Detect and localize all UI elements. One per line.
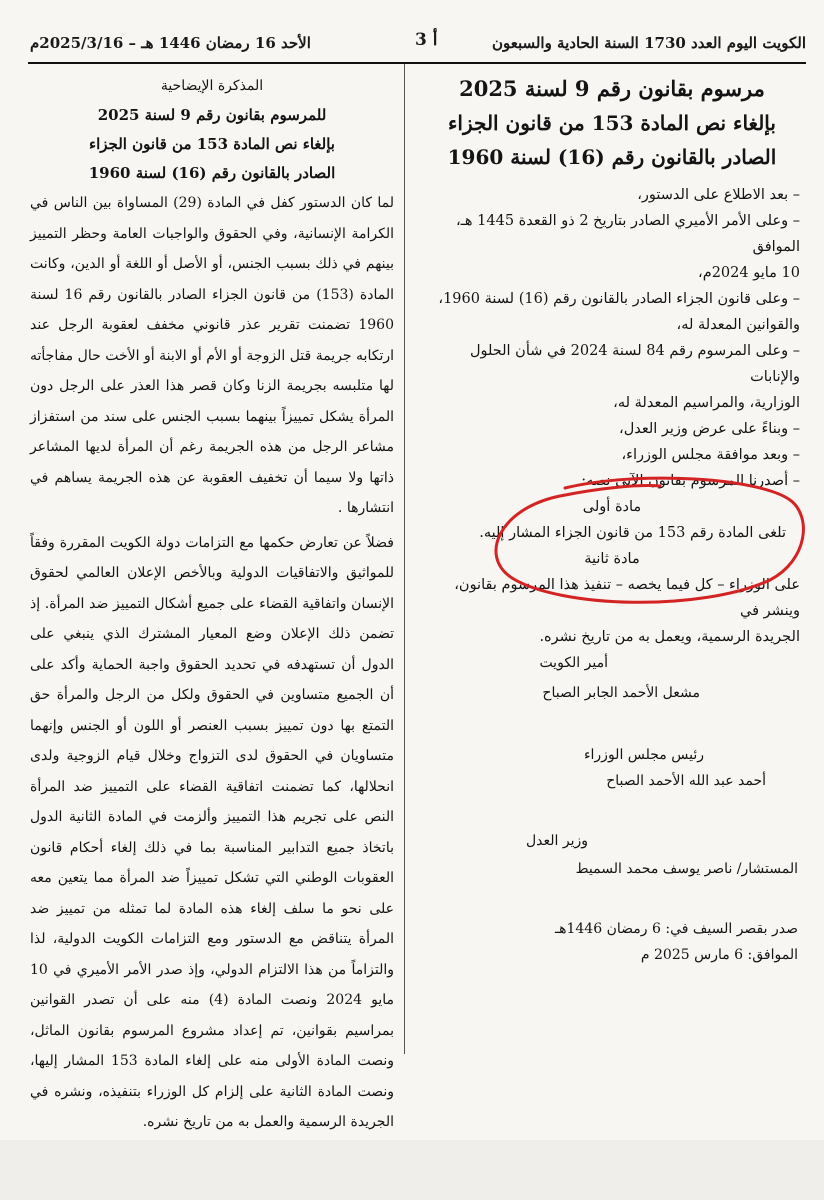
justice-name: المستشار/ ناصر يوسف محمد السميط bbox=[575, 861, 798, 877]
header-page-number: أ 3 bbox=[415, 30, 438, 50]
column-divider bbox=[404, 64, 405, 1054]
article-2-text: الجريدة الرسمية، ويعمل به من تاريخ نشره. bbox=[539, 629, 800, 645]
memo-title: بإلغاء نص المادة 153 من قانون الجزاء bbox=[89, 135, 335, 153]
header-rule bbox=[28, 62, 806, 64]
justice-title: وزير العدل bbox=[525, 833, 588, 849]
memo-title: الصادر بالقانون رقم (16) لسنة 1960 bbox=[88, 164, 336, 182]
article-1-title: مادة أولى bbox=[582, 499, 642, 515]
issued-place: صدر بقصر السيف في: 6 رمضان 1446هـ bbox=[555, 921, 798, 937]
preamble-line: والقوانين المعدلة له، bbox=[676, 317, 800, 333]
memo-paragraph: لما كان الدستور كفل في المادة (29) المساواة بين الناس في الكرامة الإنسانية، وفي الحقوق والواجبات العامة وحظر التمييز بينهم في ذلك بسبب الجنس، أو الأصل أو اللغة أو الدين، وكانت المادة (153) من قانون الجزاء الصادر بالقانون رقم 16 لسنة 1960 تضمنت تقرير عذر قانوني مخفف لعقوبة الرجل عند ارتكابه جريمة قتل الزوجة أو الأم أو الابنة أو الأخت حال مفاجأته لها متلبسه بجريمة الزنا وكان قصر هذا العذر على الرجل دون المرأة يشكل تمييزاً بينهما بسبب الجنس على سند من استفزاز مشاعر الرجل من هذه الجريمة رغم أن المرأة لديها المشاعر ذاتها ولا سيما أن تخفيف العقوبة عن هذه الجريمة يساهم في انتشارها . bbox=[30, 195, 395, 516]
preamble-line: – بعد الاطلاع على الدستور، bbox=[637, 187, 800, 203]
issued-date: الموافق: 6 مارس 2025 م bbox=[640, 947, 798, 963]
emir-title: أمير الكويت bbox=[539, 655, 608, 671]
preamble-line: – وبناءً على عرض وزير العدل، bbox=[619, 421, 800, 437]
header-date: الأحد 16 رمضان 1446 هـ – 2025/3/16م bbox=[30, 34, 311, 52]
header-issue: الكويت اليوم العدد 1730 السنة الحادية والسبعون bbox=[491, 34, 806, 52]
memo-heading: المذكرة الإيضاحية bbox=[160, 78, 264, 94]
preamble-line: – أصدرنا المرسوم بقانون الآتي نصه: bbox=[581, 473, 800, 489]
article-2-title: مادة ثانية bbox=[584, 551, 640, 567]
preamble-line: – وعلى المرسوم رقم 84 لسنة 2024 في شأن الحلول والإنابات bbox=[469, 343, 800, 385]
pm-name: أحمد عبد الله الأحمد الصباح bbox=[606, 773, 766, 789]
preamble-line: 10 مايو 2024م، bbox=[698, 265, 800, 281]
preamble-line: – وبعد موافقة مجلس الوزراء، bbox=[621, 447, 800, 463]
decree-column bbox=[424, 72, 800, 650]
preamble-line: الوزارية، والمراسيم المعدلة له، bbox=[613, 395, 800, 411]
preamble-line: – وعلى الأمر الأميري الصادر بتاريخ 2 ذو القعدة 1445 هـ، الموافق bbox=[455, 213, 800, 255]
decree-title: مرسوم بقانون رقم 9 لسنة 2025 bbox=[459, 76, 765, 101]
preamble-line: – وعلى قانون الجزاء الصادر بالقانون رقم (16) لسنة 1960، bbox=[438, 291, 800, 307]
page-header bbox=[30, 30, 806, 58]
pm-title: رئيس مجلس الوزراء bbox=[583, 747, 704, 763]
explanatory-memo-column bbox=[30, 72, 394, 1138]
decree-subtitle: الصادر بالقانون رقم (16) لسنة 1960 bbox=[447, 145, 777, 169]
page-bottom-margin bbox=[0, 1140, 824, 1200]
article-1-text: تلغى المادة رقم 153 من قانون الجزاء المشار إليه. bbox=[479, 525, 786, 541]
article-2-text: على الوزراء – كل فيما يخصه – تنفيذ هذا المرسوم بقانون، وينشر في bbox=[454, 577, 800, 619]
memo-paragraph: فضلاً عن تعارض حكمها مع التزامات دولة الكويت المقررة وفقاً للمواثيق والاتفاقيات الدولية وبالأخص الإعلان العالمي لحقوق الإنسان واتفاقية القضاء على جميع أشكال التمييز ضد المرأة. إذ تضمن ذلك الإعلان وضع المعيار المشترك الذي ينبغي على الدول أن تستهدفه في تحديد الحقوق واجبة الحماية وأكد على أن الجميع متساوين في الحقوق ولكل من الرجل والمرأة حق التمتع بها دون تمييز بسبب العنصر أو اللون أو الجنس وإنهما متساويان في الحقوق لدى التزواج وخلال قيام الزوجية ولدى انحلالها، كما تضمنت اتفاقية القضاء على التمييز ضد المرأة النص على تجريم هذا التمييز وألزمت في المادة الثانية الدول باتخاذ جميع التدابير المناسبة بما في ذلك إلغاء أحكام قانون العقوبات الوطني التي تشكل تمييزاً ضد المرأة مما يتعين معه على نحو ما سلف إلغاء هذه المادة لما تمثله من تمييز ضد المرأة يتناقض مع الدستور ومع التزامات الكويت الدولية، لذا والتزاماً من هذا الالتزام الدولي، وإذ صدر الأمر الأميري في 10 مايو 2024 ونصت المادة (4) منه على أن تصدر القوانين بمراسيم بقوانين، تم إعداد مشروع المرسوم بقانون الماثل، ونصت المادة الأولى منه على إلغاء المادة 153 المشار إليها، ونصت المادة الثانية على إلزام كل الوزراء بتنفيذه، ونشره في الجريدة الرسمية والعمل به من تاريخ نشره. bbox=[30, 534, 394, 1130]
decree-subtitle: بإلغاء نص المادة 153 من قانون الجزاء bbox=[448, 111, 776, 135]
memo-title: للمرسوم بقانون رقم 9 لسنة 2025 bbox=[97, 106, 327, 124]
emir-name: مشعل الأحمد الجابر الصباح bbox=[542, 685, 700, 701]
decree-preamble bbox=[424, 182, 800, 494]
